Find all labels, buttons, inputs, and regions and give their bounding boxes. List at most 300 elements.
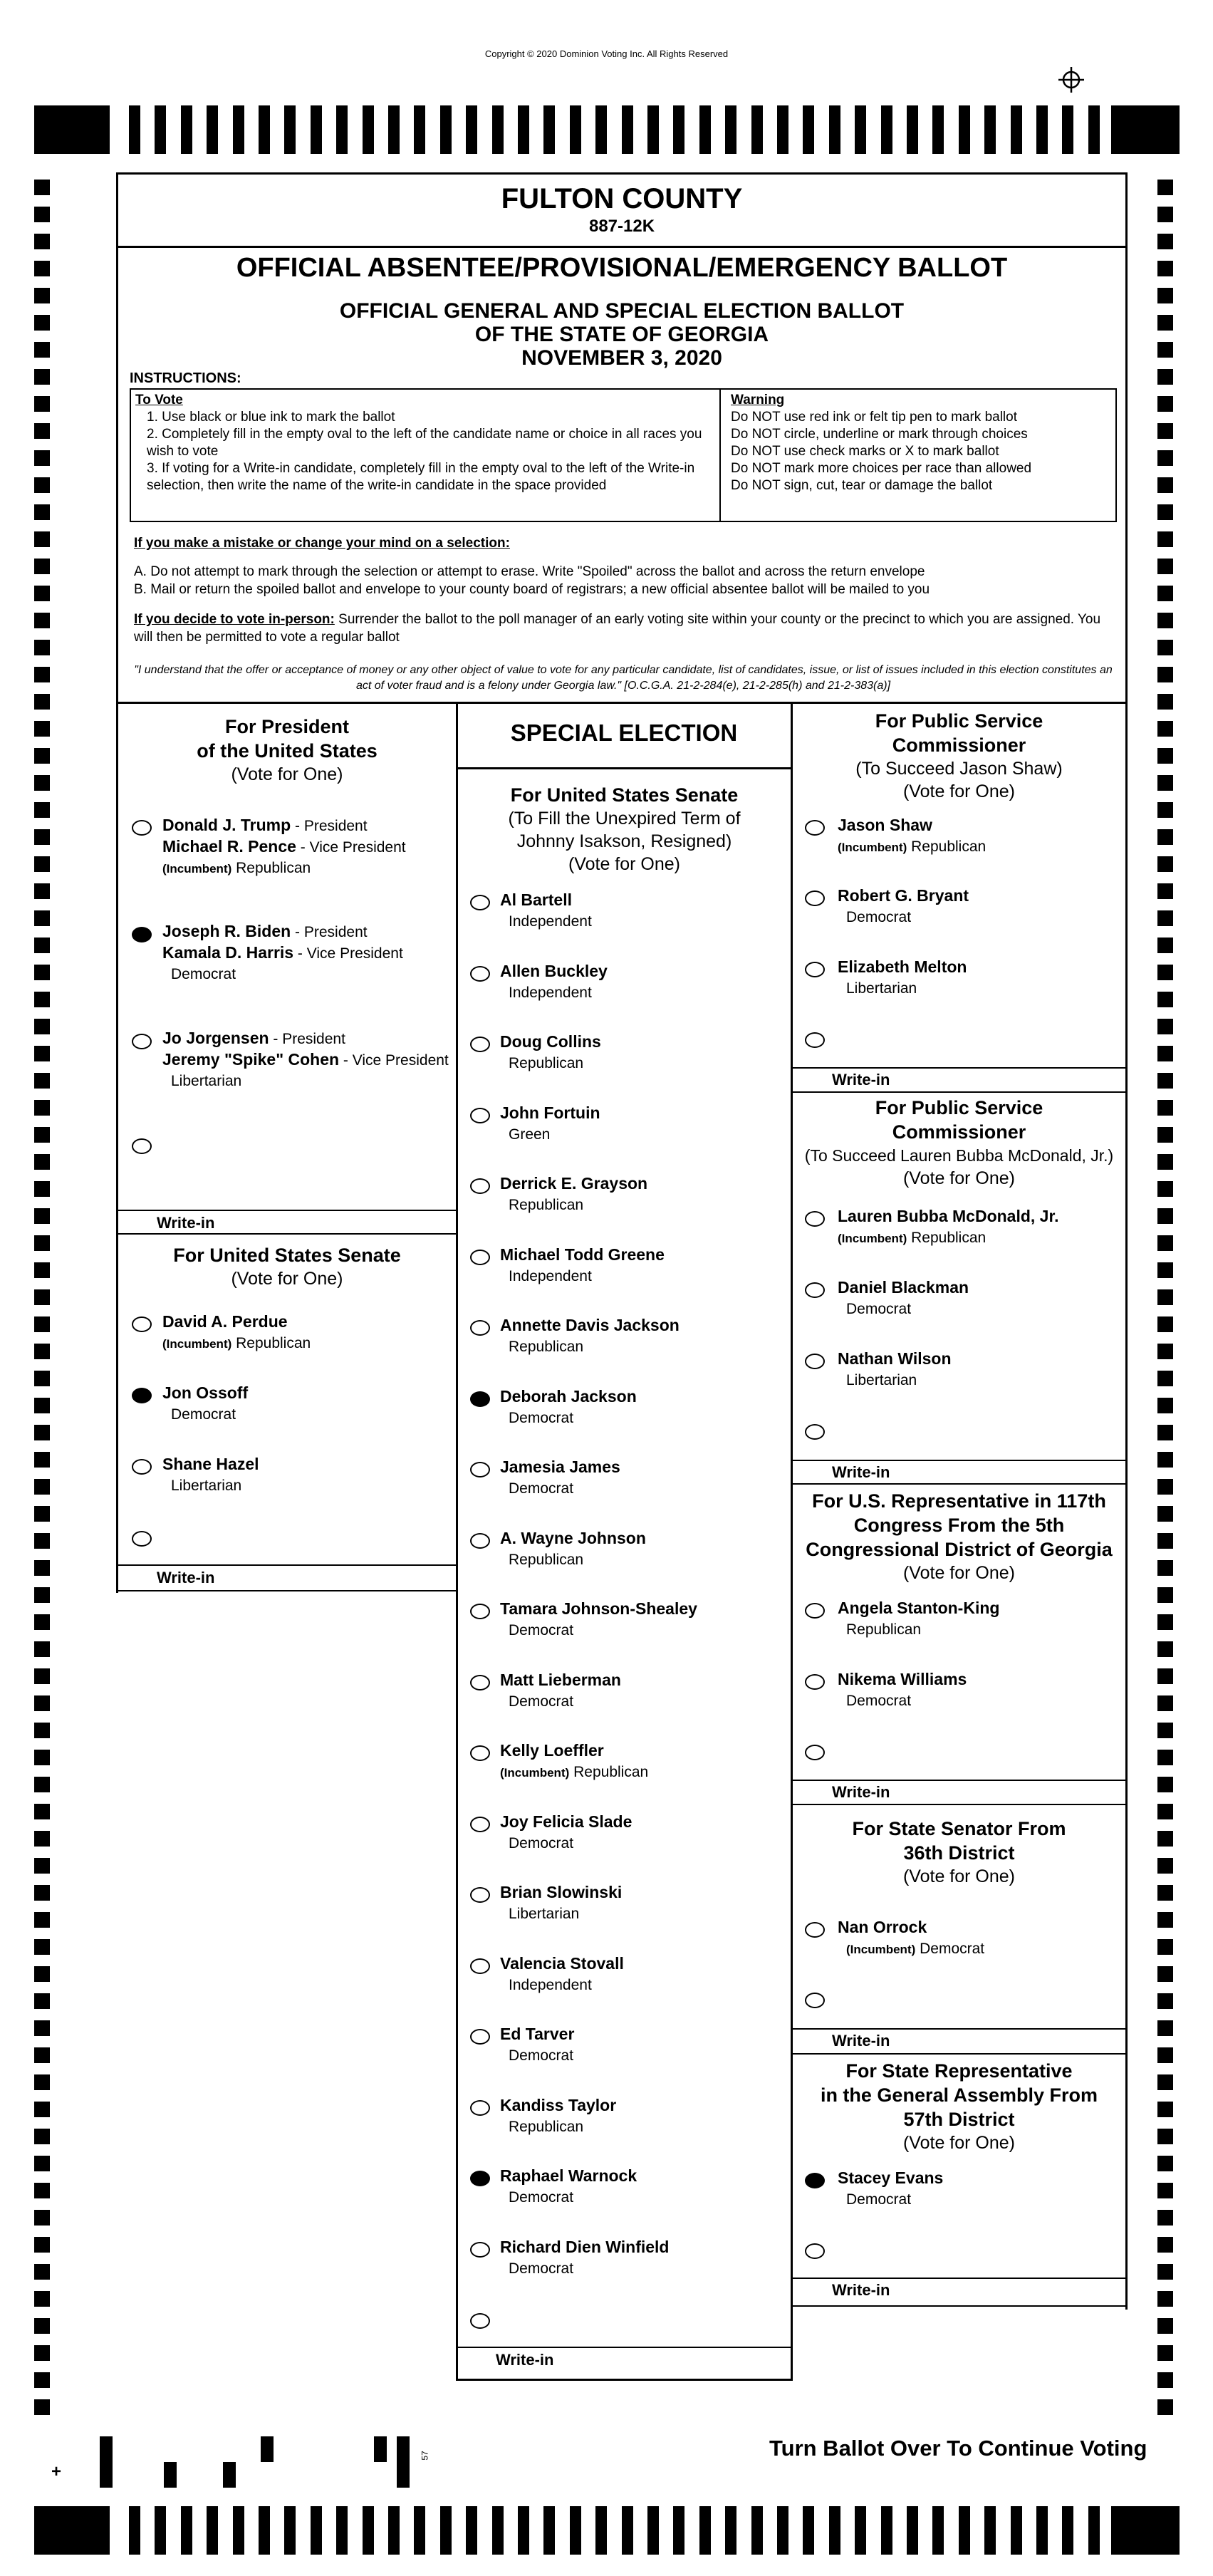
candidate-name: Allen Buckley [500,962,608,980]
side-timing-mark [34,1316,50,1332]
vote-oval[interactable] [470,1887,490,1903]
timing-mark [284,2506,296,2555]
congress-title: For U.S. Representative in 117th [812,1490,1106,1512]
psc2-sub: (To Succeed Lauren Bubba McDonald, Jr.) [804,1146,1114,1165]
candidate-party: Democrat [846,1693,912,1709]
side-timing-mark [1157,2074,1173,2090]
timing-mark [1011,2506,1022,2555]
write-in-oval[interactable] [805,1993,825,2008]
side-timing-mark [1157,2102,1173,2117]
side-timing-mark [1157,1939,1173,1955]
side-timing-mark [1157,1641,1173,1657]
side-timing-mark [34,910,50,926]
timing-mark [647,105,659,154]
side-timing-mark [34,748,50,764]
race-divider [793,1804,1128,1805]
precinct-code-bar [164,2462,177,2488]
timing-mark [829,2506,840,2555]
timing-mark [466,2506,477,2555]
candidate-name: Stacey Evans [838,2169,944,2187]
warning-label: Warning [731,393,785,407]
candidate-name: Kandiss Taylor [500,2096,617,2114]
vote-oval[interactable] [470,1604,490,1619]
side-timing-mark [34,1750,50,1765]
race-divider [793,2053,1128,2055]
timing-mark [1088,2506,1100,2555]
incumbent-tag: (Incumbent) [838,841,907,854]
batch-code: 57 [420,2451,430,2461]
side-timing-mark [34,504,50,520]
candidate-role: - President [291,818,368,834]
side-timing-mark [1157,1316,1173,1332]
timing-mark [207,105,218,154]
timing-mark [388,105,400,154]
candidate-name: Matt Lieberman [500,1671,621,1689]
candidate-name: Jason Shaw [838,816,932,834]
side-timing-mark [34,2237,50,2253]
county-row [118,175,1125,248]
candidate-name: Deborah Jackson [500,1387,637,1406]
side-timing-mark [34,1046,50,1061]
side-timing-mark [1157,2183,1173,2198]
vote-oval[interactable] [805,962,825,977]
warning-item: Do NOT mark more choices per race than allowed [731,461,1032,476]
vote-oval[interactable] [470,1958,490,1974]
in-person-text: Surrender the ballot to the poll manager of an early voting site within your county or the precinct to which you are assigned. You will then be permitted to vote a regular ballot [134,612,1101,645]
side-timing-mark [1157,261,1173,276]
ballot-style-code: 887-12K [588,217,655,236]
side-timing-mark [1157,694,1173,710]
county-title: FULTON COUNTY [501,183,743,214]
timing-mark [336,2506,348,2555]
timing-mark [518,2506,529,2555]
vote-oval[interactable] [805,1282,825,1298]
timing-mark [311,105,322,154]
candidate-name: Al Bartell [500,890,572,909]
timing-mark [984,105,996,154]
side-timing-mark [1157,721,1173,737]
write-in-line[interactable] [793,1067,1128,1069]
candidate-party: Libertarian [846,980,917,997]
vote-oval[interactable] [470,2242,490,2258]
candidate-party: Democrat [846,1301,912,1317]
vote-oval-marked[interactable] [132,1388,152,1403]
psc1-vote-for: (Vote for One) [902,781,1016,801]
timing-mark [233,105,244,154]
vote-oval[interactable] [470,1745,490,1761]
timing-mark [622,105,633,154]
warning-section [721,390,1117,497]
candidate-name: Joseph R. Biden [162,922,291,940]
write-in-label: Write-in [832,2032,890,2050]
timing-mark [1036,2506,1048,2555]
timing-mark [595,105,607,154]
special-heading-divider [456,767,793,769]
vote-oval[interactable] [470,1250,490,1265]
vote-oval[interactable] [470,1037,490,1052]
side-timing-mark [34,640,50,655]
vote-oval[interactable] [132,820,152,836]
vote-oval[interactable] [805,1211,825,1227]
side-timing-mark [34,1641,50,1657]
candidate-party: Republican [509,1197,584,1213]
side-timing-mark [34,1912,50,1928]
state-senate-title-line2: 36th District [903,1842,1015,1864]
write-in-oval[interactable] [132,1531,152,1547]
side-timing-mark [34,1560,50,1576]
senate-vote-for: (Vote for One) [231,1269,343,1289]
candidate-name: Nikema Williams [838,1670,967,1688]
side-timing-mark [1157,938,1173,953]
candidate-name: Nan Orrock [838,1918,927,1936]
voter-fraud-affidavit: "I understand that the offer or acceptance of money or any other object of value to vote for any particular candidate, list of candidates, issue, or list of issues included in this election constitutes an act of voter fraud and is a felony under Georgia law." [O.C.G.A. 21-2-284(e), 21-2-285(h) and 21-2-383(a)] [134,664,1113,692]
side-timing-mark [34,1506,50,1522]
side-timing-mark [1157,315,1173,331]
candidate-name: Derrick E. Grayson [500,1174,648,1193]
special-senate-sub2: Johnny Isakson, Resigned) [516,831,732,851]
to-vote-step-1: 1. Use black or blue ink to mark the ballot [147,410,395,425]
write-in-oval[interactable] [470,2313,490,2329]
vote-oval[interactable] [470,2029,490,2045]
side-timing-mark [1157,396,1173,412]
warning-item: Do NOT use red ink or felt tip pen to mark ballot [731,410,1017,425]
candidate-name: Doug Collins [500,1032,601,1051]
timing-mark [363,2506,374,2555]
side-timing-mark [1157,1993,1173,2009]
side-timing-mark [1157,1695,1173,1711]
side-timing-mark [34,2291,50,2307]
side-timing-mark [34,288,50,303]
side-timing-mark [34,315,50,331]
vote-oval-marked[interactable] [470,1391,490,1407]
special-senate-sub1: (To Fill the Unexpired Term of [508,809,741,829]
side-timing-mark [1157,450,1173,466]
side-timing-mark [34,1154,50,1170]
candidate-name: Ed Tarver [500,2025,575,2043]
side-timing-mark [1157,1587,1173,1603]
registration-crosshair-icon [1057,66,1086,94]
candidate-party: Libertarian [509,1906,580,1922]
candidate-name: Michael Todd Greene [500,1245,665,1264]
vote-oval[interactable] [132,1034,152,1049]
side-timing-mark [34,1831,50,1847]
warning-item: Do NOT circle, underline or mark through choices [731,427,1028,442]
middle-column-bottom-border [456,2379,793,2381]
side-timing-mark [34,1289,50,1305]
side-timing-mark [1157,1073,1173,1089]
side-timing-mark [1157,613,1173,628]
candidate-name: Richard Dien Winfield [500,2238,670,2256]
candidate-name: A. Wayne Johnson [500,1529,646,1547]
precinct-code-bar [397,2436,410,2488]
side-timing-mark [1157,2399,1173,2415]
vote-oval[interactable] [470,1533,490,1549]
side-timing-mark [1157,586,1173,601]
side-timing-mark [1157,2129,1173,2144]
precinct-code-bar [100,2436,113,2488]
candidate-party: Democrat [509,2260,574,2277]
side-timing-mark [34,694,50,710]
write-in-oval[interactable] [805,1745,825,1760]
side-timing-mark [1157,2372,1173,2388]
side-timing-mark [1157,1560,1173,1576]
mistake-instruction-a: A. Do not attempt to mark through the selection or attempt to erase. Write "Spoiled" across the ballot and across the return envelope [134,564,925,579]
side-timing-mark [1157,1479,1173,1495]
timing-mark [233,2506,244,2555]
side-timing-mark [34,1587,50,1603]
candidate-party: Republican [509,1055,584,1071]
side-timing-mark [1157,234,1173,249]
candidate-party: Democrat [171,1406,236,1423]
write-in-label: Write-in [832,2281,890,2299]
vote-oval[interactable] [805,1603,825,1619]
vote-oval[interactable] [470,1675,490,1690]
write-in-oval[interactable] [805,1424,825,1440]
timing-mark [647,2506,659,2555]
timing-mark [725,2506,736,2555]
side-timing-mark [1157,2210,1173,2226]
side-timing-mark [34,2156,50,2171]
candidate-name: Elizabeth Melton [838,957,967,976]
to-vote-section [131,390,721,521]
right-column-right-border [1125,702,1128,2310]
congress-title-line3: Congressional District of Georgia [806,1539,1113,1560]
side-timing-mark [34,1885,50,1901]
state-rep-title-line2: in the General Assembly From [820,2084,1098,2106]
side-timing-mark [1157,1127,1173,1143]
candidate-name: Jamesia James [500,1458,620,1476]
write-in-line[interactable] [793,1460,1128,1461]
candidate-name: Brian Slowinski [500,1883,623,1901]
candidate-party: Democrat [915,1941,985,1957]
vote-oval[interactable] [470,1178,490,1194]
warning-item: Do NOT use check marks or X to mark ballot [731,444,999,459]
side-timing-mark [34,1019,50,1034]
timing-mark [932,2506,944,2555]
vote-oval[interactable] [470,2100,490,2116]
to-vote-step-2: 2. Completely fill in the empty oval to the left of the candidate name or choice in all races you wish to vote [147,427,702,459]
candidate-party: Republican [509,1552,584,1568]
write-in-line[interactable] [793,2028,1128,2030]
incumbent-tag: (Incumbent) [838,1232,907,1245]
write-in-oval[interactable] [805,2243,825,2259]
timing-mark [492,105,504,154]
side-timing-mark [34,775,50,791]
side-timing-mark [1157,1344,1173,1359]
candidate-party: Republican [231,1335,311,1351]
candidate-party: Republican [846,1621,922,1638]
candidate-name: Raphael Warnock [500,2166,637,2185]
write-in-line[interactable] [116,1564,456,1566]
president-race-title-line2: of the United States [197,740,378,762]
side-timing-mark [34,1533,50,1549]
write-in-line[interactable] [793,2278,1128,2279]
timing-mark [466,105,477,154]
timing-mark [207,2506,218,2555]
vote-oval[interactable] [805,1922,825,1938]
vote-oval[interactable] [132,1459,152,1475]
side-timing-mark [1157,1723,1173,1738]
candidate-name: Nathan Wilson [838,1349,952,1368]
side-timing-mark [1157,1371,1173,1386]
candidate-party: Democrat [509,1693,574,1710]
side-timing-mark [34,559,50,574]
state-senate-title: For State Senator From [852,1818,1066,1839]
candidate-party: Democrat [846,2191,912,2208]
running-mate-role: - Vice President [339,1052,449,1069]
side-timing-mark [34,1452,50,1468]
candidate-party: Democrat [509,1835,574,1852]
vote-oval[interactable] [470,1320,490,1336]
side-timing-mark [1157,1777,1173,1792]
timing-mark [1062,2506,1073,2555]
side-timing-mark [34,477,50,493]
side-timing-mark [34,1235,50,1251]
vote-oval[interactable] [805,1674,825,1690]
timing-mark [284,105,296,154]
vote-oval-marked[interactable] [470,2171,490,2186]
vote-oval[interactable] [470,1108,490,1123]
side-timing-mark [34,423,50,439]
president-race-title: For President [224,716,350,737]
vote-oval[interactable] [805,1354,825,1369]
candidate-party: Republican [907,838,986,855]
side-timing-mark [1157,1208,1173,1224]
side-timing-mark [1157,883,1173,899]
side-timing-mark [1157,207,1173,222]
candidate-party: Republican [509,2119,584,2135]
candidate-name: Tamara Johnson-Shealey [500,1599,697,1618]
vote-oval-marked[interactable] [805,2173,825,2188]
side-timing-mark [1157,2264,1173,2280]
running-mate-name: Jeremy "Spike" Cohen [162,1050,340,1069]
side-timing-mark [1157,965,1173,980]
candidate-name: Valencia Stovall [500,1954,624,1973]
side-timing-mark [1157,1235,1173,1251]
side-timing-mark [34,2372,50,2388]
president-vote-for: (Vote for One) [231,764,343,784]
vote-oval[interactable] [805,820,825,836]
timing-mark [414,105,425,154]
timing-mark [855,105,866,154]
candidate-name: Lauren Bubba McDonald, Jr. [838,1207,1059,1225]
candidate-name: Annette Davis Jackson [500,1316,680,1334]
precinct-code-bar [223,2462,236,2488]
left-column-left-border [116,702,118,1593]
candidate-party: Democrat [509,2189,574,2206]
side-timing-mark [1157,2318,1173,2334]
candidate-name: Robert G. Bryant [838,886,969,905]
timing-mark [363,105,374,154]
vote-oval[interactable] [470,1817,490,1832]
write-in-line[interactable] [116,1210,456,1211]
timing-mark [881,2506,892,2555]
timing-mark [570,2506,581,2555]
side-timing-mark [1157,748,1173,764]
side-timing-mark [1157,2291,1173,2307]
candidate-name: Joy Felicia Slade [500,1812,632,1831]
write-in-oval[interactable] [132,1138,152,1154]
side-timing-mark [1157,1181,1173,1197]
instructions-box [130,388,1117,522]
candidate-name: Shane Hazel [162,1455,259,1473]
side-timing-mark [34,369,50,385]
timing-mark [595,2506,607,2555]
side-timing-mark [34,992,50,1007]
timing-mark [181,2506,192,2555]
candidate-role: - President [269,1031,345,1047]
write-in-line[interactable] [793,1780,1128,1781]
timing-mark [1011,105,1022,154]
timing-mark [932,105,944,154]
precinct-code-bar [374,2436,387,2462]
timing-mark [984,2506,996,2555]
side-timing-mark [1157,802,1173,818]
vote-oval[interactable] [470,895,490,910]
side-timing-mark [1157,531,1173,547]
side-timing-mark [1157,1046,1173,1061]
timing-mark [699,2506,711,2555]
special-senate-vote-for: (Vote for One) [568,854,681,874]
election-date: NOVEMBER 3, 2020 [521,346,722,370]
timing-mark [518,105,529,154]
side-timing-mark [1157,1912,1173,1928]
candidate-name: Angela Stanton-King [838,1599,1000,1617]
side-timing-mark [1157,1533,1173,1549]
side-timing-mark [34,342,50,358]
vote-oval-marked[interactable] [132,927,152,942]
psc1-title-line2: Commissioner [892,734,1026,756]
vote-oval[interactable] [805,890,825,906]
side-timing-mark [34,2264,50,2280]
timing-mark [803,105,814,154]
write-in-label: Write-in [832,1783,890,1801]
candidate-party: Democrat [509,1622,574,1638]
side-timing-mark [34,1398,50,1413]
state-rep-vote-for: (Vote for One) [902,2133,1016,2153]
side-timing-mark [34,1614,50,1630]
side-timing-mark [34,450,50,466]
side-timing-mark [1157,504,1173,520]
vote-oval[interactable] [470,966,490,982]
side-timing-mark [1157,1289,1173,1305]
side-timing-mark [1157,856,1173,872]
incumbent-tag: (Incumbent) [162,862,232,876]
mistake-heading: If you make a mistake or change your mind on a selection: [134,536,510,551]
state-rep-title: For State Representative [845,2060,1073,2082]
timing-mark [440,2506,452,2555]
side-timing-mark [1157,1966,1173,1982]
write-in-oval[interactable] [805,1032,825,1048]
side-timing-mark [34,1804,50,1819]
timing-mark [129,2506,140,2555]
vote-oval[interactable] [470,1462,490,1477]
write-in-label: Write-in [157,1214,215,1232]
timing-mark [959,105,970,154]
timing-mark [829,105,840,154]
side-timing-mark [1157,640,1173,655]
side-timing-mark [1157,1506,1173,1522]
timing-mark [855,2506,866,2555]
vote-oval[interactable] [132,1316,152,1332]
race-divider [793,2305,1128,2307]
candidate-party: Independent [509,913,592,930]
ballot-header [116,172,1128,704]
timing-mark [336,105,348,154]
timing-mark [492,2506,504,2555]
write-in-line[interactable] [456,2347,793,2348]
timing-mark [543,2506,555,2555]
